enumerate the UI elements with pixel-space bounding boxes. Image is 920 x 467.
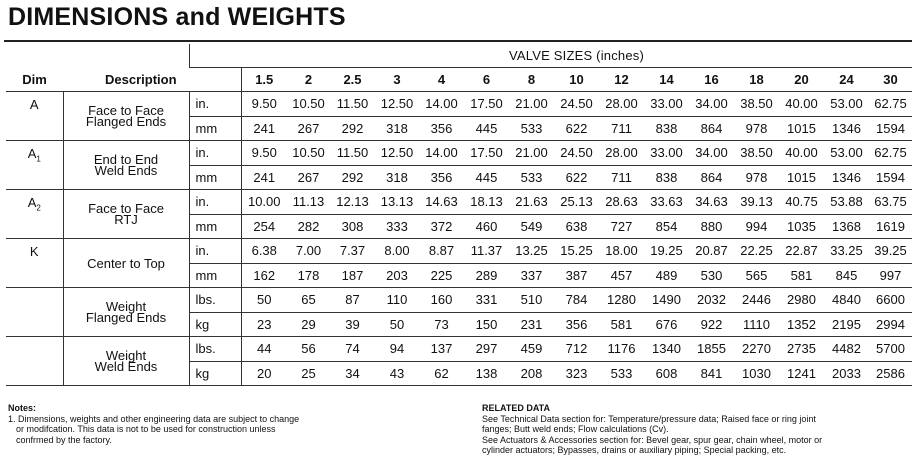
value-cell: 510 bbox=[509, 288, 554, 313]
description-column-header: Description bbox=[63, 68, 241, 92]
related-heading: RELATED DATA bbox=[482, 403, 550, 413]
value-cell: 727 bbox=[599, 214, 644, 239]
unit-cell: in. bbox=[189, 190, 241, 215]
value-cell: 20 bbox=[241, 361, 287, 386]
value-cell: 53.88 bbox=[824, 190, 869, 215]
notes-block bbox=[8, 403, 299, 445]
unit-cell: lbs. bbox=[189, 288, 241, 313]
value-cell: 1340 bbox=[644, 337, 689, 362]
size-header-14: 30 bbox=[869, 68, 912, 92]
description-cell bbox=[63, 239, 189, 288]
value-cell: 638 bbox=[554, 214, 599, 239]
value-cell: 74 bbox=[330, 337, 375, 362]
value-cell: 17.50 bbox=[464, 92, 509, 117]
value-cell: 289 bbox=[464, 263, 509, 288]
value-cell: 356 bbox=[419, 116, 464, 141]
value-cell: 318 bbox=[375, 116, 419, 141]
value-cell: 267 bbox=[287, 116, 330, 141]
value-cell: 63.75 bbox=[869, 190, 912, 215]
value-cell: 9.50 bbox=[241, 141, 287, 166]
value-cell: 29 bbox=[287, 312, 330, 337]
value-cell: 62.75 bbox=[869, 141, 912, 166]
size-header-0: 1.5 bbox=[241, 68, 287, 92]
value-cell: 14.63 bbox=[419, 190, 464, 215]
value-cell: 880 bbox=[689, 214, 734, 239]
value-cell: 337 bbox=[509, 263, 554, 288]
table-row bbox=[6, 92, 912, 117]
value-cell: 34.63 bbox=[689, 190, 734, 215]
description-line-1: Center to Top bbox=[87, 255, 165, 271]
value-cell: 44 bbox=[241, 337, 287, 362]
value-cell: 62.75 bbox=[869, 92, 912, 117]
value-cell: 457 bbox=[599, 263, 644, 288]
value-cell: 622 bbox=[554, 165, 599, 190]
page-title: DIMENSIONS and WEIGHTS bbox=[8, 3, 346, 31]
value-cell: 581 bbox=[779, 263, 824, 288]
value-cell: 1030 bbox=[734, 361, 779, 386]
value-cell: 10.50 bbox=[287, 92, 330, 117]
value-cell: 864 bbox=[689, 165, 734, 190]
description-cell bbox=[63, 190, 189, 239]
value-cell: 28.00 bbox=[599, 92, 644, 117]
value-cell: 1280 bbox=[599, 288, 644, 313]
value-cell: 50 bbox=[375, 312, 419, 337]
dim-letter: A bbox=[27, 146, 37, 161]
value-cell: 22.25 bbox=[734, 239, 779, 264]
value-cell: 372 bbox=[419, 214, 464, 239]
value-cell: 1855 bbox=[689, 337, 734, 362]
value-cell: 39.25 bbox=[869, 239, 912, 264]
value-cell: 1352 bbox=[779, 312, 824, 337]
description-line-1: Weight bbox=[105, 348, 147, 363]
value-cell: 533 bbox=[599, 361, 644, 386]
dim-subscript: 1 bbox=[36, 154, 41, 164]
value-cell: 208 bbox=[509, 361, 554, 386]
value-cell: 1110 bbox=[734, 312, 779, 337]
value-cell: 331 bbox=[464, 288, 509, 313]
value-cell: 1346 bbox=[824, 165, 869, 190]
description-line-2: Weld Ends bbox=[94, 163, 158, 178]
size-header-7: 10 bbox=[554, 68, 599, 92]
value-cell: 8.87 bbox=[419, 239, 464, 264]
dim-cell bbox=[6, 337, 63, 386]
value-cell: 94 bbox=[375, 337, 419, 362]
value-cell: 39.13 bbox=[734, 190, 779, 215]
size-header-13: 24 bbox=[824, 68, 869, 92]
value-cell: 864 bbox=[689, 116, 734, 141]
table-row bbox=[6, 141, 912, 166]
value-cell: 21.00 bbox=[509, 92, 554, 117]
value-cell: 9.50 bbox=[241, 92, 287, 117]
value-cell: 110 bbox=[375, 288, 419, 313]
value-cell: 1035 bbox=[779, 214, 824, 239]
value-cell: 4840 bbox=[824, 288, 869, 313]
value-cell: 21.63 bbox=[509, 190, 554, 215]
value-cell: 1619 bbox=[869, 214, 912, 239]
size-header-3: 3 bbox=[375, 68, 419, 92]
size-header-8: 12 bbox=[599, 68, 644, 92]
value-cell: 608 bbox=[644, 361, 689, 386]
value-cell: 565 bbox=[734, 263, 779, 288]
value-cell: 581 bbox=[599, 312, 644, 337]
value-cell: 23 bbox=[241, 312, 287, 337]
value-cell: 187 bbox=[330, 263, 375, 288]
notes-line-2: or modifcation. This data is not to be used for construction unless bbox=[16, 424, 276, 434]
header-empty-desc bbox=[63, 44, 189, 68]
value-cell: 33.25 bbox=[824, 239, 869, 264]
dimensions-weights-table bbox=[6, 44, 912, 386]
value-cell: 6600 bbox=[869, 288, 912, 313]
dim-subscript: 2 bbox=[36, 203, 41, 213]
description-cell bbox=[63, 141, 189, 190]
value-cell: 33.00 bbox=[644, 141, 689, 166]
value-cell: 53.00 bbox=[824, 141, 869, 166]
value-cell: 978 bbox=[734, 116, 779, 141]
value-cell: 28.00 bbox=[599, 141, 644, 166]
value-cell: 18.00 bbox=[599, 239, 644, 264]
notes-heading: Notes: bbox=[8, 403, 37, 413]
dim-cell bbox=[6, 141, 63, 190]
value-cell: 1490 bbox=[644, 288, 689, 313]
value-cell: 40.00 bbox=[779, 92, 824, 117]
value-cell: 22.87 bbox=[779, 239, 824, 264]
value-cell: 73 bbox=[419, 312, 464, 337]
value-cell: 34 bbox=[330, 361, 375, 386]
value-cell: 712 bbox=[554, 337, 599, 362]
description-cell bbox=[63, 337, 189, 386]
value-cell: 1241 bbox=[779, 361, 824, 386]
value-cell: 2195 bbox=[824, 312, 869, 337]
value-cell: 323 bbox=[554, 361, 599, 386]
value-cell: 20.87 bbox=[689, 239, 734, 264]
value-cell: 2032 bbox=[689, 288, 734, 313]
value-cell: 12.50 bbox=[375, 92, 419, 117]
value-cell: 150 bbox=[464, 312, 509, 337]
size-header-6: 8 bbox=[509, 68, 554, 92]
value-cell: 533 bbox=[509, 165, 554, 190]
value-cell: 21.00 bbox=[509, 141, 554, 166]
value-cell: 34.00 bbox=[689, 141, 734, 166]
unit-cell: in. bbox=[189, 239, 241, 264]
value-cell: 838 bbox=[644, 116, 689, 141]
value-cell: 676 bbox=[644, 312, 689, 337]
table-row bbox=[6, 288, 912, 313]
value-cell: 845 bbox=[824, 263, 869, 288]
value-cell: 39 bbox=[330, 312, 375, 337]
value-cell: 19.25 bbox=[644, 239, 689, 264]
description-line-2: Weld Ends bbox=[94, 359, 158, 374]
unit-cell: lbs. bbox=[189, 337, 241, 362]
value-cell: 978 bbox=[734, 165, 779, 190]
value-cell: 2033 bbox=[824, 361, 869, 386]
description-cell bbox=[63, 92, 189, 141]
value-cell: 854 bbox=[644, 214, 689, 239]
valve-sizes-header: VALVE SIZES (inches) bbox=[241, 44, 912, 68]
size-header-12: 20 bbox=[779, 68, 824, 92]
size-header-9: 14 bbox=[644, 68, 689, 92]
value-cell: 1368 bbox=[824, 214, 869, 239]
description-line-2: Flanged Ends bbox=[85, 114, 167, 129]
related-line-2: fanges; Butt weld ends; Flow calculations (Cv). bbox=[482, 424, 669, 434]
value-cell: 2980 bbox=[779, 288, 824, 313]
value-cell: 40.00 bbox=[779, 141, 824, 166]
value-cell: 11.50 bbox=[330, 92, 375, 117]
value-cell: 2735 bbox=[779, 337, 824, 362]
value-cell: 530 bbox=[689, 263, 734, 288]
value-cell: 1346 bbox=[824, 116, 869, 141]
value-cell: 11.50 bbox=[330, 141, 375, 166]
dim-letter: K bbox=[29, 244, 39, 259]
value-cell: 356 bbox=[419, 165, 464, 190]
value-cell: 254 bbox=[241, 214, 287, 239]
related-line-3: See Actuators & Accessories section for: Bevel gear, spur gear, chain wheel, motor or bbox=[482, 434, 823, 445]
value-cell: 838 bbox=[644, 165, 689, 190]
value-cell: 997 bbox=[869, 263, 912, 288]
notes-line-1: 1. Dimensions, weights and other engineering data are subject to change bbox=[8, 413, 300, 424]
value-cell: 784 bbox=[554, 288, 599, 313]
value-cell: 1594 bbox=[869, 165, 912, 190]
description-line-2: RTJ bbox=[114, 212, 138, 227]
dim-cell bbox=[6, 288, 63, 337]
value-cell: 34.00 bbox=[689, 92, 734, 117]
value-cell: 7.00 bbox=[287, 239, 330, 264]
value-cell: 25 bbox=[287, 361, 330, 386]
value-cell: 14.00 bbox=[419, 92, 464, 117]
value-cell: 203 bbox=[375, 263, 419, 288]
size-header-5: 6 bbox=[464, 68, 509, 92]
value-cell: 56 bbox=[287, 337, 330, 362]
value-cell: 1015 bbox=[779, 165, 824, 190]
header-empty-dim bbox=[6, 44, 63, 68]
dim-column-header: Dim bbox=[6, 68, 63, 92]
description-line-1: Face to Face bbox=[88, 103, 164, 118]
value-cell: 533 bbox=[509, 116, 554, 141]
value-cell: 33.00 bbox=[644, 92, 689, 117]
value-cell: 282 bbox=[287, 214, 330, 239]
value-cell: 489 bbox=[644, 263, 689, 288]
value-cell: 38.50 bbox=[734, 141, 779, 166]
size-header-2: 2.5 bbox=[330, 68, 375, 92]
value-cell: 241 bbox=[241, 116, 287, 141]
value-cell: 53.00 bbox=[824, 92, 869, 117]
value-cell: 267 bbox=[287, 165, 330, 190]
value-cell: 2994 bbox=[869, 312, 912, 337]
value-cell: 25.13 bbox=[554, 190, 599, 215]
value-cell: 460 bbox=[464, 214, 509, 239]
dim-letter: A bbox=[27, 195, 37, 210]
value-cell: 549 bbox=[509, 214, 554, 239]
size-header-11: 18 bbox=[734, 68, 779, 92]
value-cell: 138 bbox=[464, 361, 509, 386]
dim-cell bbox=[6, 92, 63, 141]
title-divider bbox=[4, 40, 912, 42]
header-empty-unit bbox=[189, 44, 241, 68]
value-cell: 994 bbox=[734, 214, 779, 239]
value-cell: 297 bbox=[464, 337, 509, 362]
value-cell: 445 bbox=[464, 116, 509, 141]
value-cell: 10.00 bbox=[241, 190, 287, 215]
size-header-1: 2 bbox=[287, 68, 330, 92]
value-cell: 87 bbox=[330, 288, 375, 313]
value-cell: 308 bbox=[330, 214, 375, 239]
unit-cell: in. bbox=[189, 92, 241, 117]
unit-cell: kg bbox=[189, 312, 241, 337]
value-cell: 241 bbox=[241, 165, 287, 190]
value-cell: 292 bbox=[330, 165, 375, 190]
value-cell: 178 bbox=[287, 263, 330, 288]
related-line-4: cylinder actuators; Bypasses, drains or auxiliary piping; Special packing, etc. bbox=[482, 445, 787, 455]
value-cell: 28.63 bbox=[599, 190, 644, 215]
value-cell: 40.75 bbox=[779, 190, 824, 215]
value-cell: 711 bbox=[599, 116, 644, 141]
value-cell: 4482 bbox=[824, 337, 869, 362]
size-header-10: 16 bbox=[689, 68, 734, 92]
value-cell: 162 bbox=[241, 263, 287, 288]
value-cell: 10.50 bbox=[287, 141, 330, 166]
notes-line-3: confrmed by the factory. bbox=[16, 434, 112, 445]
value-cell: 922 bbox=[689, 312, 734, 337]
table-row bbox=[6, 190, 912, 215]
value-cell: 445 bbox=[464, 165, 509, 190]
value-cell: 225 bbox=[419, 263, 464, 288]
value-cell: 62 bbox=[419, 361, 464, 386]
unit-cell: mm bbox=[189, 116, 241, 141]
related-line-1: See Technical Data section for: Temperature/pressure data; Raised face or ring joint bbox=[482, 413, 816, 424]
value-cell: 17.50 bbox=[464, 141, 509, 166]
value-cell: 7.37 bbox=[330, 239, 375, 264]
value-cell: 33.63 bbox=[644, 190, 689, 215]
value-cell: 50 bbox=[241, 288, 287, 313]
description-line-1: Face to Face bbox=[88, 201, 164, 216]
value-cell: 13.13 bbox=[375, 190, 419, 215]
value-cell: 841 bbox=[689, 361, 734, 386]
size-header-4: 4 bbox=[419, 68, 464, 92]
dim-letter: A bbox=[29, 97, 39, 112]
description-line-1: End to End bbox=[93, 152, 159, 167]
value-cell: 1176 bbox=[599, 337, 644, 362]
unit-cell: kg bbox=[189, 361, 241, 386]
dim-cell bbox=[6, 239, 63, 288]
value-cell: 14.00 bbox=[419, 141, 464, 166]
value-cell: 15.25 bbox=[554, 239, 599, 264]
description-cell bbox=[63, 288, 189, 337]
value-cell: 65 bbox=[287, 288, 330, 313]
value-cell: 2270 bbox=[734, 337, 779, 362]
value-cell: 356 bbox=[554, 312, 599, 337]
value-cell: 11.13 bbox=[287, 190, 330, 215]
value-cell: 711 bbox=[599, 165, 644, 190]
value-cell: 137 bbox=[419, 337, 464, 362]
value-cell: 2446 bbox=[734, 288, 779, 313]
value-cell: 1015 bbox=[779, 116, 824, 141]
related-data-block bbox=[482, 403, 822, 456]
value-cell: 160 bbox=[419, 288, 464, 313]
value-cell: 18.13 bbox=[464, 190, 509, 215]
value-cell: 459 bbox=[509, 337, 554, 362]
unit-cell: mm bbox=[189, 263, 241, 288]
unit-cell: mm bbox=[189, 214, 241, 239]
value-cell: 24.50 bbox=[554, 141, 599, 166]
value-cell: 24.50 bbox=[554, 92, 599, 117]
value-cell: 292 bbox=[330, 116, 375, 141]
dim-cell bbox=[6, 190, 63, 239]
table-row bbox=[6, 239, 912, 264]
value-cell: 43 bbox=[375, 361, 419, 386]
value-cell: 6.38 bbox=[241, 239, 287, 264]
value-cell: 318 bbox=[375, 165, 419, 190]
description-line-2: Flanged Ends bbox=[85, 310, 167, 325]
value-cell: 387 bbox=[554, 263, 599, 288]
value-cell: 11.37 bbox=[464, 239, 509, 264]
value-cell: 12.13 bbox=[330, 190, 375, 215]
value-cell: 231 bbox=[509, 312, 554, 337]
unit-cell: mm bbox=[189, 165, 241, 190]
value-cell: 12.50 bbox=[375, 141, 419, 166]
value-cell: 8.00 bbox=[375, 239, 419, 264]
value-cell: 333 bbox=[375, 214, 419, 239]
value-cell: 5700 bbox=[869, 337, 912, 362]
unit-cell: in. bbox=[189, 141, 241, 166]
description-line-1: Weight bbox=[105, 299, 147, 314]
value-cell: 622 bbox=[554, 116, 599, 141]
table-row bbox=[6, 337, 912, 362]
value-cell: 1594 bbox=[869, 116, 912, 141]
value-cell: 38.50 bbox=[734, 92, 779, 117]
value-cell: 13.25 bbox=[509, 239, 554, 264]
value-cell: 2586 bbox=[869, 361, 912, 386]
